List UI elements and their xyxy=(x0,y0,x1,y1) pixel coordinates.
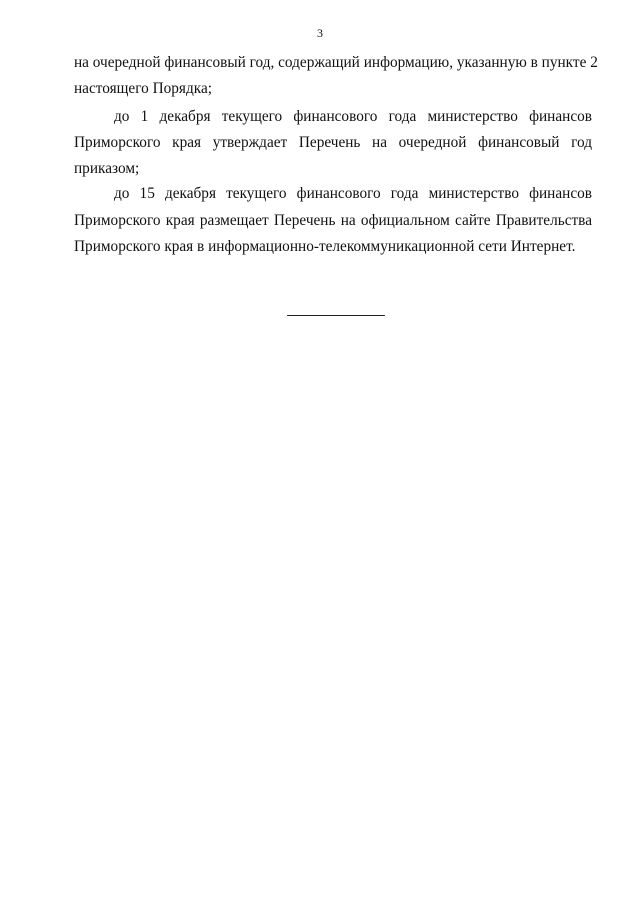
text-line: на очередной финансовый год, содержащий информацию, указанную в пункте 2 xyxy=(74,54,598,71)
page-number: 3 xyxy=(317,26,323,40)
text-line: настоящего Порядка; xyxy=(74,80,212,97)
text-line: приказом; xyxy=(74,160,140,177)
text-line: до 1 декабря текущего финансового года министерство финансов xyxy=(114,108,592,125)
text-line: Приморского края утверждает Перечень на очередной финансовый год xyxy=(74,134,592,151)
text-line: до 15 декабря текущего финансового года министерство финансов xyxy=(114,185,592,202)
text-line: Приморского края размещает Перечень на официальном сайте Правительства xyxy=(74,212,592,229)
text-line: Приморского края в информационно-телекоммуникационной сети Интернет. xyxy=(74,238,576,255)
end-of-document-rule xyxy=(287,315,385,316)
